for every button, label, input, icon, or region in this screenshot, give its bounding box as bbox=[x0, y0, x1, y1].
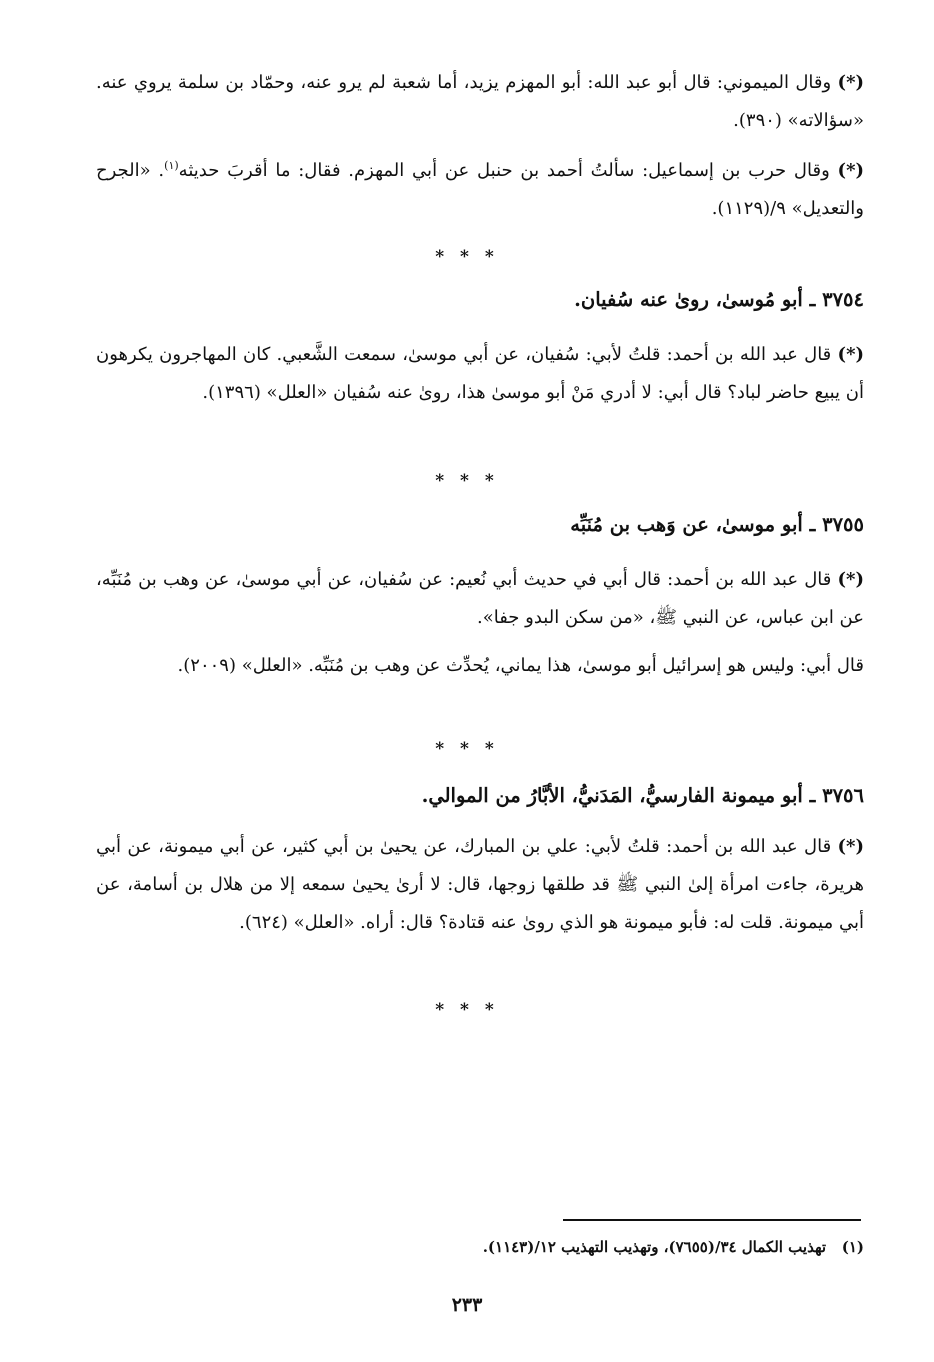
section-separator: * * * bbox=[435, 1000, 499, 1020]
section-separator: * * * bbox=[435, 739, 499, 759]
entry-paragraph-3755-a bbox=[96, 561, 864, 637]
entry-paragraph-harb bbox=[96, 152, 864, 228]
entry-heading-3754: ٣٧٥٤ ـ أبو مُوسىٰ، روىٰ عنه سُفيان. bbox=[574, 288, 864, 311]
paragraph-text: قال عبد الله بن أحمد: قلتُ لأبي: سُفيان، عن أبي موسىٰ، سمعت الشَّعبي. كان المهاجرون يكرهون أن يبيع حاضر لباد؟ قال أبي: لا أدري مَنْ أبو موسىٰ هذا، روىٰ عنه سُفيان «العلل» (١٣٩٦). bbox=[96, 344, 864, 403]
paragraph-marker: (*) bbox=[837, 569, 864, 590]
footnote-reference[interactable]: (١) bbox=[164, 159, 179, 172]
paragraph-text: قال أبي: وليس هو إسرائيل أبو موسىٰ، هذا يماني، يُحدِّث عن وهب بن مُنَبِّه. «العلل» (٢٠٠٩). bbox=[177, 655, 864, 676]
paragraph-text: قال عبد الله بن أحمد: قلتُ لأبي: علي بن المبارك، عن يحيىٰ بن أبي كثير، عن أبي ميمونة، عن أبي هريرة، جاءت امرأة إلىٰ النبي ﷺ قد طلقها زوجها، قال: لا أرىٰ يحيىٰ سمعه إلا من هلال بن أسامة، عن أبي ميمونة. قلت له: فأبو ميمونة هو الذي روىٰ عنه قتادة؟ قال: أراه. «العلل» (٦٢٤). bbox=[96, 836, 864, 933]
paragraph-text: قال عبد الله بن أحمد: قال أبي في حديث أبي نُعيم: عن سُفيان، عن أبي موسىٰ، عن وهب بن مُنَبِّه، عن ابن عباس، عن النبي ﷺ، «من سكن البدو جفا». bbox=[96, 569, 864, 628]
paragraph-text: وقال حرب بن إسماعيل: سألتُ أحمد بن حنبل عن أبي المهزم. فقال: ما أقربَ حديثه bbox=[178, 160, 830, 181]
entry-paragraph-3756 bbox=[96, 828, 864, 942]
footnote-divider bbox=[563, 1219, 861, 1221]
paragraph-text-continued: . «الجرح والتعديل» ٩/(١١٢٩). bbox=[96, 160, 864, 219]
section-separator: * * * bbox=[435, 471, 499, 491]
page-number: ٢٣٣ bbox=[451, 1294, 483, 1316]
section-separator: * * * bbox=[435, 247, 499, 267]
footnote-number: (١) bbox=[841, 1238, 864, 1256]
paragraph-marker: (*) bbox=[837, 160, 864, 181]
entry-heading-3756: ٣٧٥٦ ـ أبو ميمونة الفارسيُّ، المَدَنيُّ، الأبَّارُ من الموالي. bbox=[421, 784, 864, 807]
footnote-text: تهذيب الكمال ٣٤/(٧٦٥٥)، وتهذيب التهذيب ١٢/(١١٤٣). bbox=[482, 1238, 827, 1256]
paragraph-text: وقال الميموني: قال أبو عبد الله: أبو المهزم يزيد، أما شعبة لم يرو عنه، وحمّاد بن سلمة يروي عنه. «سؤالاته» (٣٩٠). bbox=[96, 72, 864, 131]
entry-paragraph-maimouni bbox=[96, 64, 864, 140]
entry-heading-3755: ٣٧٥٥ ـ أبو موسىٰ، عن وَهب بن مُنَبِّه bbox=[570, 513, 864, 536]
paragraph-marker: (*) bbox=[837, 836, 864, 857]
entry-paragraph-3754 bbox=[96, 336, 864, 412]
paragraph-marker: (*) bbox=[837, 344, 864, 365]
entry-paragraph-3755-b bbox=[96, 647, 864, 685]
paragraph-marker: (*) bbox=[837, 72, 864, 93]
footnote bbox=[96, 1233, 864, 1261]
